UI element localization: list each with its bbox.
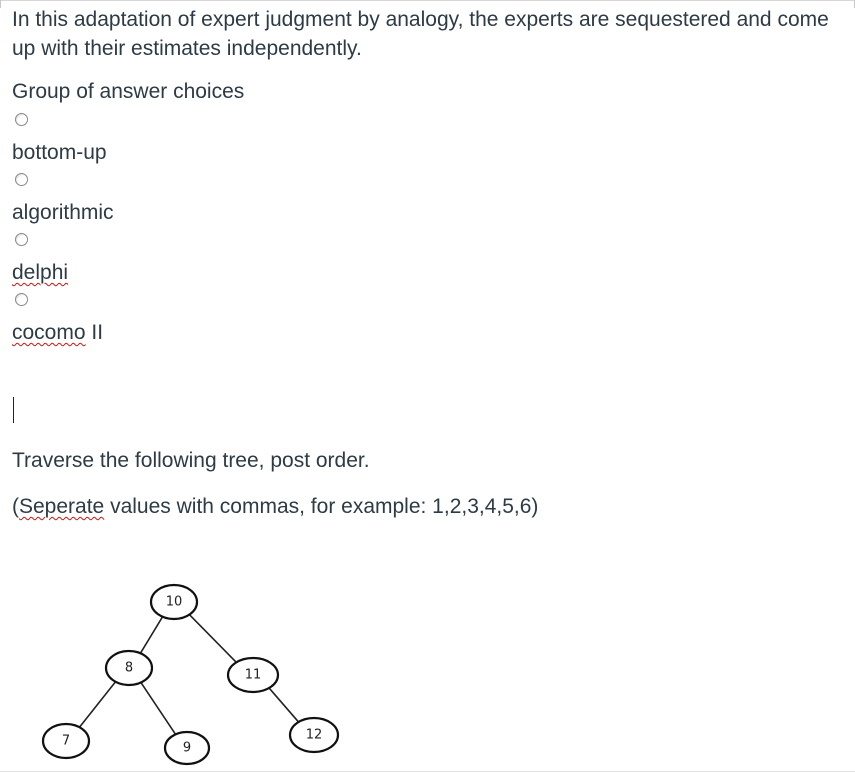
top-border xyxy=(0,0,855,1)
tree-node-label-11: 11 xyxy=(244,667,262,683)
hint-open-paren: ( xyxy=(12,495,19,518)
choice-algorithmic[interactable]: algorithmic xyxy=(12,201,114,224)
hint-misspelled-word: Seperate xyxy=(19,495,105,518)
choice-cocomo-ii[interactable]: cocomo II xyxy=(12,321,104,344)
tree-node-label-7: 7 xyxy=(61,733,71,749)
binary-tree-diagram xyxy=(0,560,855,773)
radio-cocomo-ii[interactable] xyxy=(15,293,28,306)
tree-node-label-8: 8 xyxy=(124,660,134,676)
tree-node-label-10: 10 xyxy=(165,594,183,610)
question-2-hint xyxy=(12,493,538,521)
tree-edge-8-9 xyxy=(140,682,176,735)
radio-algorithmic[interactable] xyxy=(15,173,28,186)
radio-delphi[interactable] xyxy=(15,233,28,246)
bottom-border xyxy=(0,771,855,772)
left-border xyxy=(0,0,1,8)
tree-node-label-12: 12 xyxy=(305,727,323,743)
question-1-text: In this adaptation of expert judgment by analogy, the experts are sequestered and come up with their estimates independently. xyxy=(12,8,829,60)
choice-cocomo-ii-label[interactable]: cocomo xyxy=(12,321,86,344)
choice-bottom-up[interactable]: bottom-up xyxy=(12,141,107,164)
tree-node-label-9: 9 xyxy=(182,740,192,756)
radio-bottom-up[interactable] xyxy=(15,113,28,126)
answer-group-label: Group of answer choices xyxy=(12,80,245,103)
choice-delphi[interactable]: delphi xyxy=(12,261,69,284)
tree-edge-11-12 xyxy=(268,687,299,723)
tree-edge-10-8 xyxy=(140,616,163,654)
question-2-text: Traverse the following tree, post order. xyxy=(12,449,370,472)
text-cursor xyxy=(13,397,14,423)
tree-edge-10-11 xyxy=(188,614,237,664)
tree-edge-8-7 xyxy=(79,681,116,728)
hint-remainder: values with commas, for example: 1,2,3,4,5,6) xyxy=(104,495,539,518)
